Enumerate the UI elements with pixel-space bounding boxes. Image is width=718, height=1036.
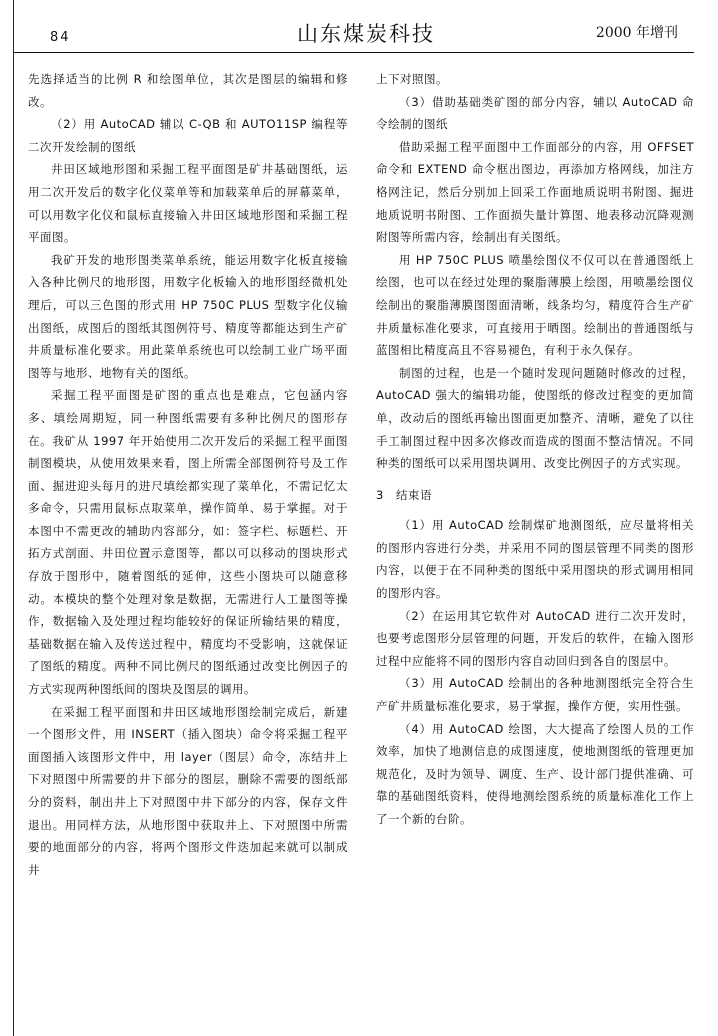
header-rule (14, 52, 694, 53)
running-header (14, 18, 718, 54)
paragraph: （2）在运用其它软件对 AutoCAD 进行二次开发时，也要考虑图形分层管理的问题，开发后的软件，在输入图形过程中应能将不同的图形内容自动回归到各自的图层中。 (376, 608, 694, 668)
issue-label: 2000 年增刊 (595, 25, 678, 41)
paragraph: 上下对照图。 (376, 72, 448, 86)
paragraph: （1）用 AutoCAD 绘制煤矿地测图纸，应尽量将相关的图形内容进行分类，并采用不同的图层管理不同类的图形内容，以便于在不同种类的图纸中采用图块的形式调用相同的图形内容。 (376, 518, 694, 601)
paragraph: 井田区域地形图和采掘工程平面图是矿井基础图纸，运用二次开发后的数字化仪菜单等和加载菜单后的屏幕菜单，可以用数字化仪和鼠标直接输入井田区域地形图和采掘工程平面图。 (28, 162, 348, 245)
paragraph: （4）用 AutoCAD 绘图，大大提高了绘图人员的工作效率，加快了地测信息的成图速度，使地测图纸的管理更加规范化，及时为领导、调度、生产、设计部门提供准确、可靠的基础图纸资料，使得地测绘图系统的质量标准化工作上了一个新的台阶。 (376, 721, 694, 826)
journal-title: 山东煤炭科技 (297, 22, 435, 46)
paragraph: 采掘工程平面图是矿图的重点也是难点，它包涵内容多、填绘周期短，同一种图纸需要有多种比例尺的图形存在。我矿从 1997 年开始使用二次开发后的采掘工程平面图制图模块，从使用效果来看，图上所需全部图例符号及工作面、掘进迎头每月的进尺填绘都实现了菜单化，不需记忆太多命令，只需用鼠标点取菜单，操作简单、易于掌握。对于本图中不需更改的辅助内容部分，如：签字栏、标题栏、开拓方式剖面、井田位置示意图等，都以可以移动的图块形式存放于图形中，随着图纸的延伸，这些小图块可以随意移动。本模块的整个处理对象是数据，无需进行人工量图等操作，数据输入及处理过程均能较好的保证所输结果的精度，基础数据在输入及传送过程中，精度均不受影响，这就保证了图纸的精度。两种不同比例尺的图纸通过改变比例因子的方式实现两种图纸间的图块及图层的调用。 (28, 388, 348, 697)
paragraph: 制图的过程，也是一个随时发现问题随时修改的过程，AutoCAD 强大的编辑功能，使图纸的修改过程变的更加简单，改动后的图纸再输出图面更加整齐、清晰，避免了以往手工制图过程中因多次修改而造成的图面不整洁情况。不同种类的图纸可以采用图块调用、改变比例因子的方式实现。 (376, 365, 694, 471)
subheading: （3）借助基础类矿图的部分内容，辅以 AutoCAD 命令绘制的图纸 (376, 94, 694, 132)
paragraph: 我矿开发的地形图类菜单系统，能运用数字化板直接输入各种比例尺的地形图，用数字化板输入的地形图经微机处理后，可以三色图的形式用 HP 750C PLUS 型数字化仪输出图纸，成图后的图纸其图例符号、精度等都能达到生产矿井质量标准化要求。用此菜单系统也可以绘制工业广场平面图等与地形、地物有关的图纸。 (28, 252, 348, 380)
subheading: （2）用 AutoCAD 辅以 C-QB 和 AUTO11SP 编程等二次开发绘制的图纸 (28, 117, 348, 154)
page-left-border (13, 0, 14, 1036)
paragraph: 借助采掘工程平面图中工作面部分的内容，用 OFFSET 命令和 EXTEND 命令框出图边，再添加方格网线，加注方格网注记，然后分别加上回采工作面地质说明书附图、掘进地质说明书附图、工作面损失量计算图、地表移动沉降观测附图等所需内容，绘制出有关图纸。 (376, 139, 694, 245)
paragraph: （3）用 AutoCAD 绘制出的各种地测图纸完全符合生产矿井质量标准化要求，易于掌握，操作方便，实用性强。 (376, 676, 694, 714)
section-heading (376, 484, 694, 507)
left-column (28, 68, 348, 881)
right-column (376, 68, 694, 831)
page-number: 84 (50, 30, 71, 45)
paragraph: 先选择适当的比例 R 和绘图单位，其次是图层的编辑和修改。 (28, 72, 348, 109)
section-number: 3 (376, 487, 384, 502)
section-title: 结束语 (396, 487, 432, 502)
paragraph: 用 HP 750C PLUS 喷墨绘图仪不仅可以在普通图纸上绘图，也可以在经过处理的聚脂薄膜上绘图，用喷墨绘图仪绘制出的聚脂薄膜图图面清晰，线条均匀，精度符合生产矿井质量标准化要求，可直接用于晒图。绘制出的普通图纸与蓝图相比精度高且不容易褪色，有利于永久保存。 (376, 252, 694, 358)
paragraph: 在采掘工程平面图和井田区域地形图绘制完成后，新建一个图形文件，用 INSERT（插入图块）命令将采掘工程平面图插入该图形文件中，用 layer（图层）命令，冻结井上下对照图中所需要的井下部分的图层，删除不需要的图纸部分的资料，制出井上下对照图中井下部分的内容，保存文件退出。用同样方法，从地形图中获取井上、下对照图中所需要的地面部分的内容，将两个图形文件迭加起来就可以制成井 (28, 704, 348, 877)
